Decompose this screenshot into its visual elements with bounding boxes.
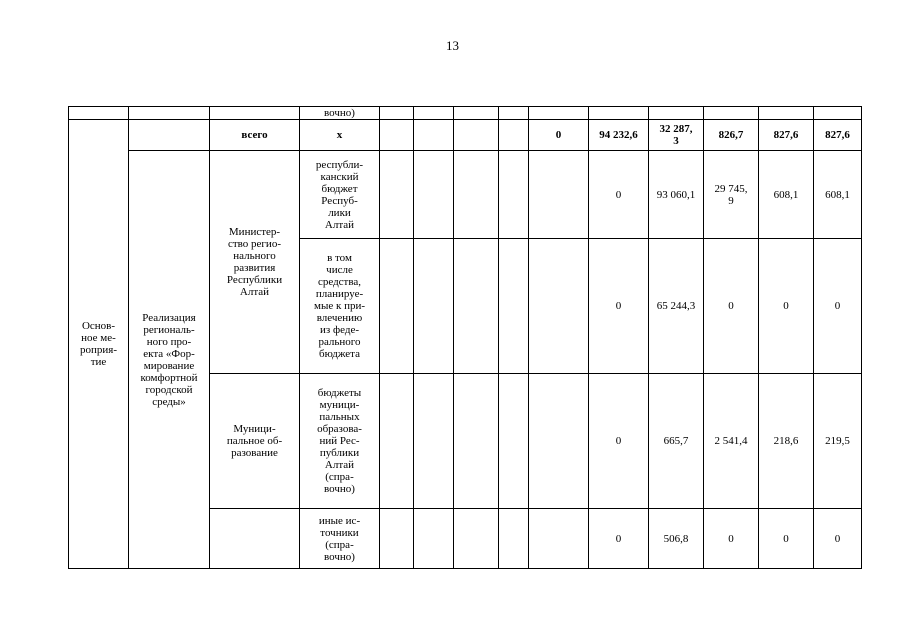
value-cell: 0	[529, 120, 589, 151]
code-cell: х	[300, 120, 380, 151]
value-cell: 827,6	[814, 120, 862, 151]
value-cell: 506,8	[649, 509, 704, 569]
value-cell: 0	[759, 239, 814, 374]
value-cell: 0	[589, 509, 649, 569]
source-cell: республи- канский бюджет Респуб- лики Алтай	[300, 151, 380, 239]
value-cell: 826,7	[704, 120, 759, 151]
value-cell: 0	[814, 509, 862, 569]
page-number: 13	[446, 38, 459, 53]
value-cell: 0	[704, 239, 759, 374]
table-row-carry-over	[69, 107, 862, 120]
value-cell: 0	[589, 239, 649, 374]
source-cell: в том числе средства, планируе- мые к при- влечению из феде- рального бюджета	[300, 239, 380, 374]
budget-table	[68, 106, 862, 569]
value-cell: 665,7	[649, 374, 704, 509]
value-cell: 29 745, 9	[704, 151, 759, 239]
source-cell: вочно)	[300, 107, 380, 120]
value-cell: 0	[814, 239, 862, 374]
value-cell: 608,1	[814, 151, 862, 239]
value-cell: 32 287, 3	[649, 120, 704, 151]
value-cell: 65 244,3	[649, 239, 704, 374]
table-row-republic-budget	[69, 151, 862, 239]
value-cell: 0	[589, 151, 649, 239]
ministry-cell: Министер- ство регио- нального развития Республики Алтай	[210, 151, 300, 374]
value-cell: 608,1	[759, 151, 814, 239]
source-cell: бюджеты муници- пальных образова- ний Рес- публики Алтай (спра- вочно)	[300, 374, 380, 509]
value-cell: 0	[759, 509, 814, 569]
municipal-cell: Муници- пальное об- разование	[210, 374, 300, 509]
value-cell: 219,5	[814, 374, 862, 509]
value-cell: 0	[589, 374, 649, 509]
value-cell: 2 541,4	[704, 374, 759, 509]
value-cell: 94 232,6	[589, 120, 649, 151]
value-cell: 0	[704, 509, 759, 569]
value-cell: 827,6	[759, 120, 814, 151]
project-cell: Реализация региональ- ного про- екта «Фор- мирование комфортной городской среды»	[129, 151, 210, 569]
event-cell: Основ- ное ме- роприя- тие	[69, 120, 129, 569]
table-row-total	[69, 120, 862, 151]
source-cell: иные ис- точники (спра- вочно)	[300, 509, 380, 569]
value-cell: 93 060,1	[649, 151, 704, 239]
total-source-cell: всего	[210, 120, 300, 151]
value-cell: 218,6	[759, 374, 814, 509]
